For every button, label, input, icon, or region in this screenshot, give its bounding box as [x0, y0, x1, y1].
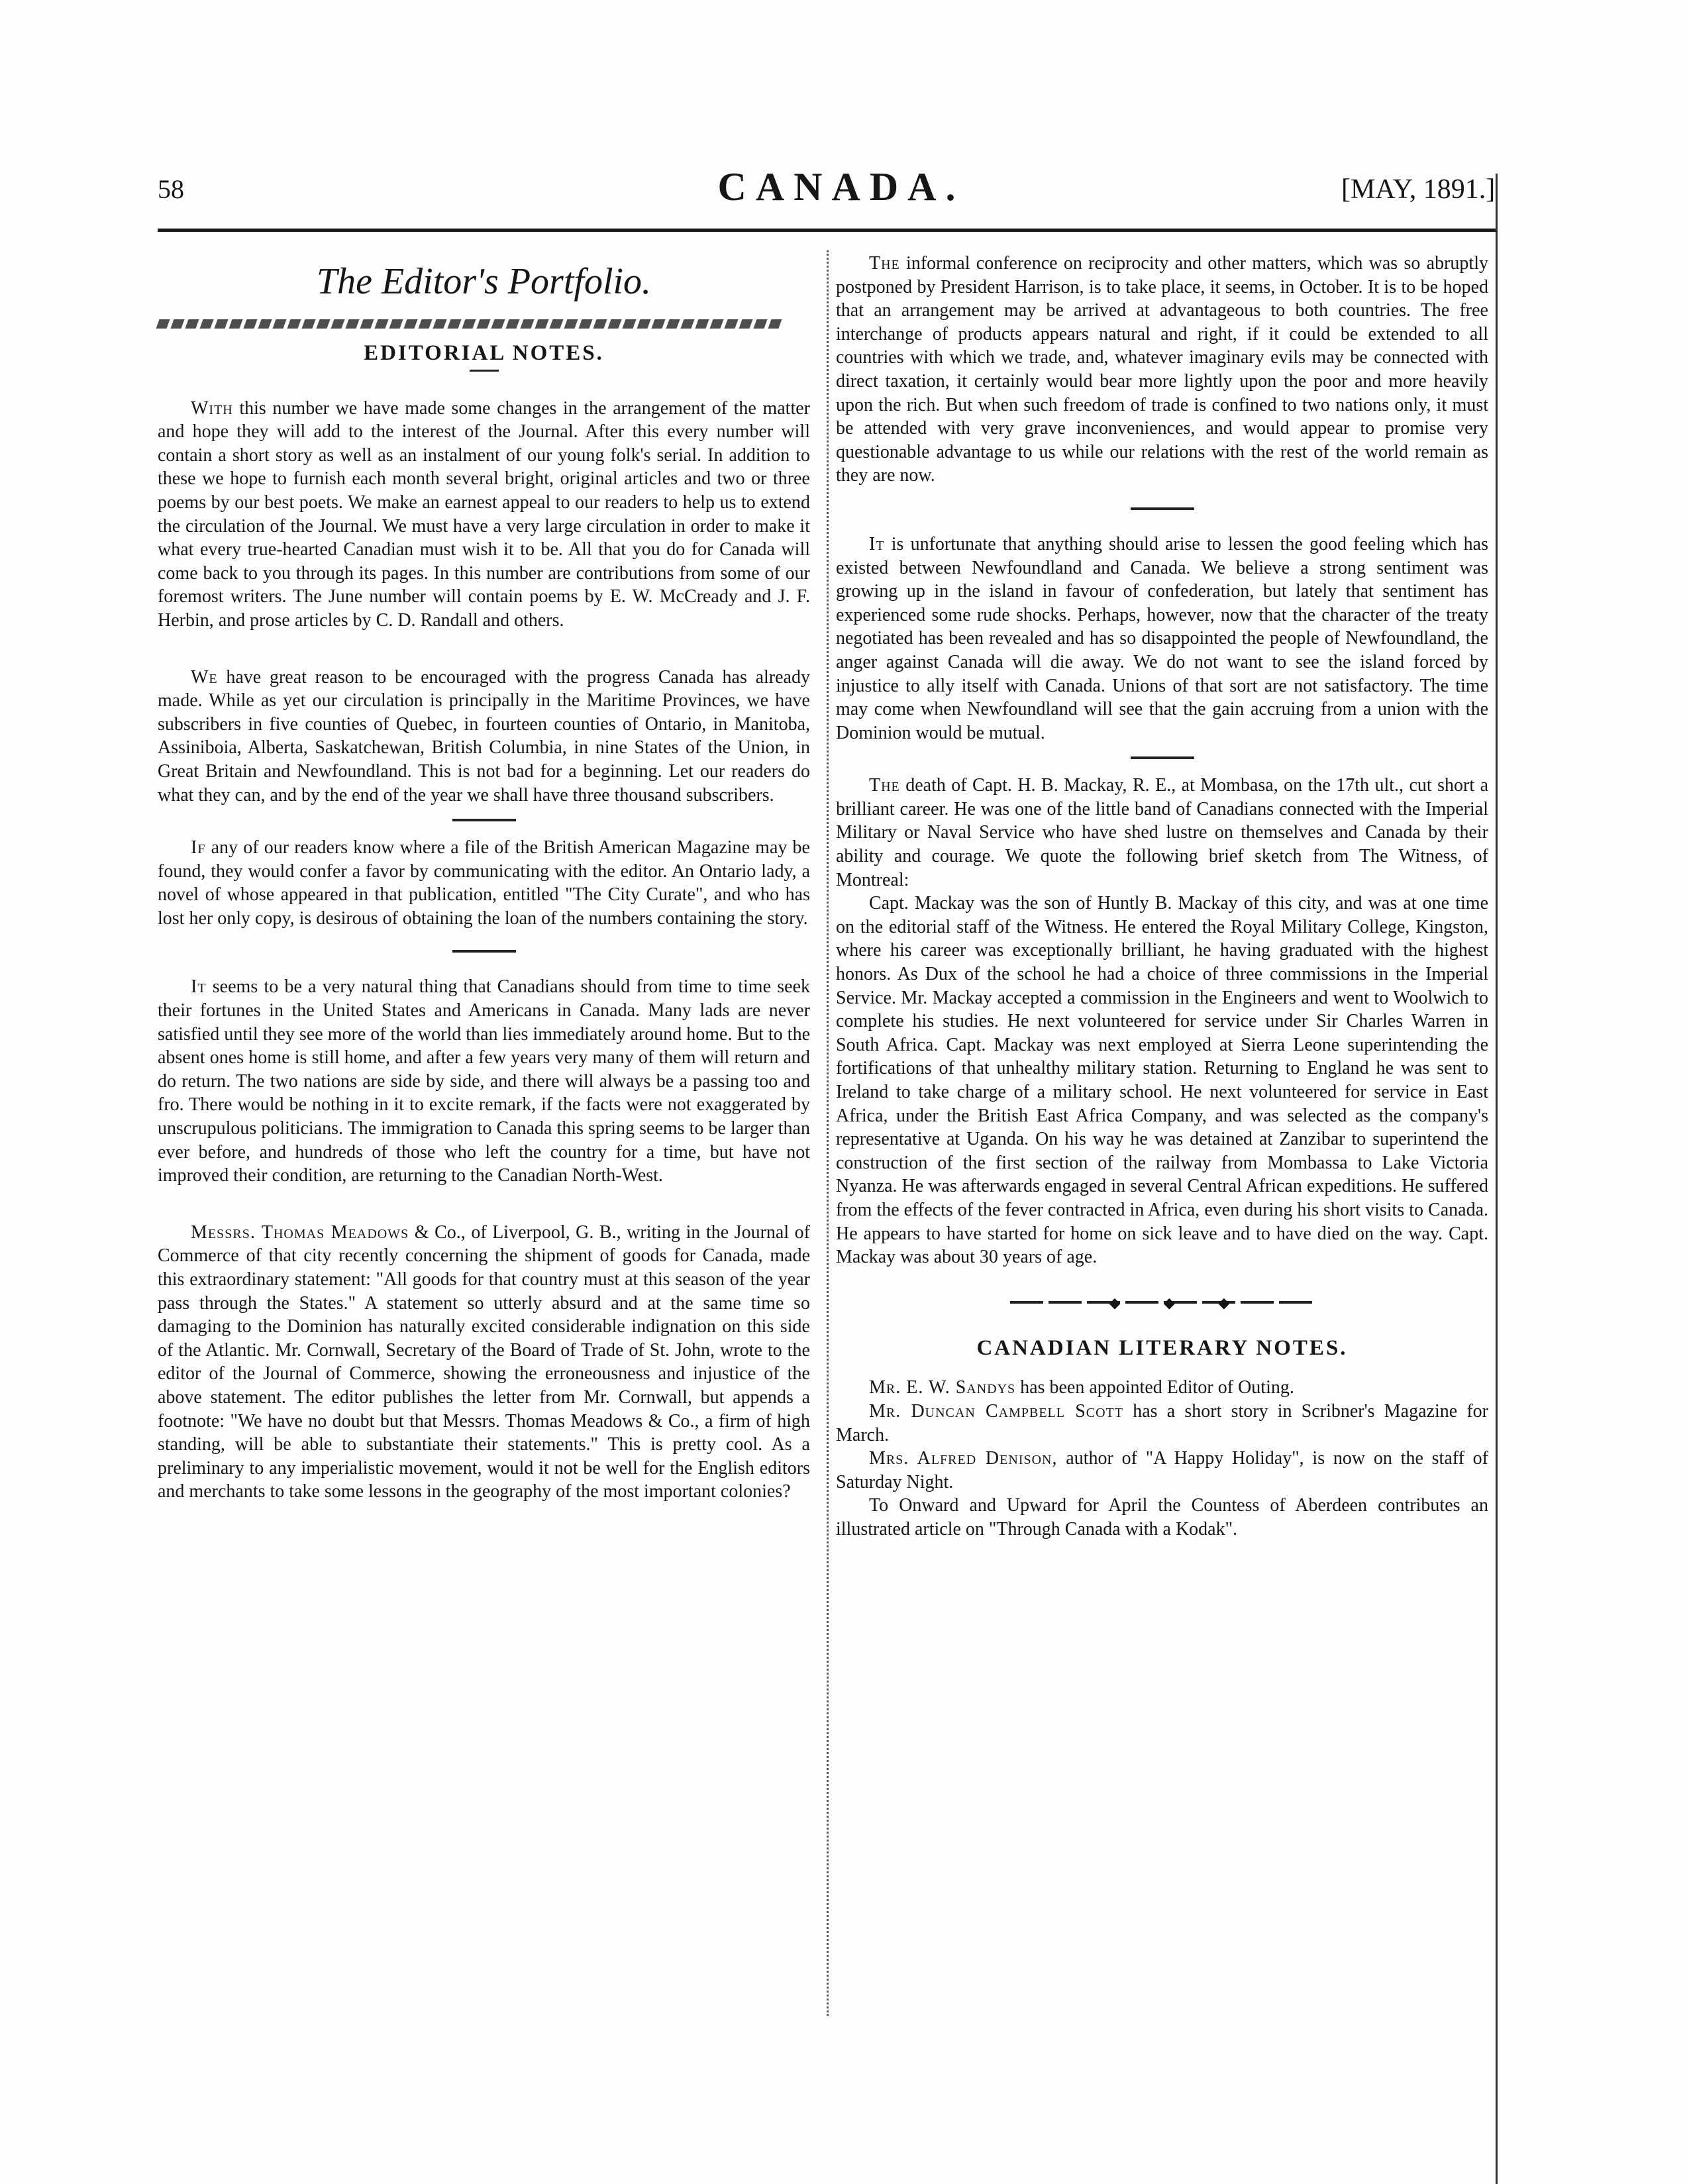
- literary-note: To Onward and Upward for April the Countess of Aberdeen contributes an illustrated article on "Through Canada with a Kodak".: [836, 1495, 1488, 1539]
- separator-rule: [1131, 756, 1194, 759]
- magazine-title: CANADA.: [717, 165, 965, 209]
- editorial-heading: EDITORIAL NOTES.: [364, 341, 604, 365]
- right-column: [836, 252, 1488, 1541]
- separator-rule: [1131, 507, 1194, 510]
- literary-heading: CANADIAN LITERARY NOTES.: [976, 1335, 1348, 1360]
- decorative-rule: [156, 319, 782, 329]
- left-column: [158, 252, 810, 1504]
- portfolio-title: The Editor's Portfolio.: [316, 261, 652, 302]
- separator-rule: [452, 950, 516, 953]
- literary-note: Mr. E. W. Sandys has been appointed Editor of Outing.: [869, 1377, 1294, 1398]
- editorial-paragraph: It is unfortunate that anything should arise to lessen the good feeling which has existed between Newfoundland and Canada. We believe a strong sentiment was growing up in the island in favour of confederation, but lately that sentiment has experienced some rude shocks. Perhaps, however, now that the character of the treaty negotiated has been revealed and has so disappointed the people of Newfoundland, the anger against Canada will die away. We do not want to see the island forced by injustice to ally itself with Canada. Unions of that sort are not satisfactory. The time may come when Newfoundland will see that the gain accruing from a union with the Dominion would be mutual.: [836, 533, 1488, 743]
- separator-rule: [452, 819, 516, 821]
- literary-note: Mrs. Alfred Denison, author of "A Happy Holiday", is now on the staff of Saturday Night.: [836, 1448, 1489, 1492]
- editorial-paragraph: If any of our readers know where a file of the British American Magazine may be found, they would confer a favor by communicating with the editor. An Ontario lady, a novel of whose appeared in that publication, entitled "The City Curate", and who has lost her only copy, is desirous of obtaining the loan of the numbers containing the story.: [158, 837, 810, 929]
- editorial-paragraph: It seems to be a very natural thing that Canadians should from time to time seek their fortunes in the United States and Americans in Canada. Many lads are never satisfied until they see more of the world than lies immediately around home. But to the absent ones home is still home, and after a few years very many of them will return and do return. The two nations are side by side, and there will always be a passing too and fro. There would be nothing in it to excite remark, if the facts were not exaggerated by unscrupulous politicians. The immigration to Canada this spring seems to be larger than ever before, and hundreds of those who left the country for a time, but have not improved their condition, are returning to the Canadian North-West.: [158, 976, 810, 1186]
- ornamental-rule: [1010, 1301, 1315, 1304]
- page-number: 58: [158, 174, 184, 204]
- paragraph-gap: [158, 633, 810, 666]
- page-edge-rule: [1496, 174, 1498, 2184]
- editorial-paragraph: We have great reason to be encouraged with the progress Canada has already made. While as yet our circulation is principally in the Maritime Provinces, we have subscribers in five counties of Quebec, in fourteen counties of Ontario, in Manitoba, Assiniboia, Alberta, Saskatchewan, British Columbia, in nine States of the Union, in Great Britain and Newfoundland. This is not bad for a beginning. Let our readers do what they can, and by the end of the year we shall have three thousand subscribers.: [158, 666, 810, 806]
- literary-note: Mr. Duncan Campbell Scott has a short story in Scribner's Magazine for March.: [836, 1400, 1488, 1445]
- header-rule: [158, 229, 1497, 232]
- editorial-paragraph: The informal conference on reciprocity and other matters, which was so abruptly postponed by President Harrison, is to take place, it seems, in October. It is to be hoped that an arrangement may be arrived at advantageous to both countries. The free interchange of products appears natural and right, if it could be extended to all countries with which we trade, and, whatever imaginary evils may be connected with direct taxation, it certainly would bear more lightly upon the poor and more heavily upon the rich. But when such freedom of trade is confined to two nations only, it must be attended with very grave inconveniences, and would appear to promise very questionable advantage to us while our relations with the rest of the world remain as they are now.: [836, 253, 1488, 486]
- column-divider: [827, 250, 829, 2016]
- editorial-paragraph: Messrs. Thomas Meadows & Co., of Liverpool, G. B., writing in the Journal of Commerce of that city recently concerning the shipment of goods for Canada, made this extraordinary statement: "All goods for that country must at this season of the year pass through the States." A statement so utterly absurd and at the same time so damaging to the Dominion has naturally excited considerable indignation on this side of the Atlantic. Mr. Cornwall, Secretary of the Board of Trade of St. John, wrote to the editor of the Journal of Commerce, showing the erroneousness and injustice of the above statement. The editor publishes the letter from Mr. Cornwall, but appends a footnote: "We have no doubt but that Messrs. Thomas Meadows & Co., a firm of high standing, will be able to substantiate their statements." This is pretty cool. As a preliminary to any imperialistic movement, would it not be well for the English editors and merchants to take some lessons in the geography of the most important colonies?: [158, 1222, 810, 1502]
- editorial-paragraph: With this number we have made some changes in the arrangement of the matter and hope they will add to the interest of the Journal. After this every number will contain a short story as well as an instalment of our young folk's serial. In addition to these we hope to furnish each month several bright, original articles and two or three poems by our best poets. We make an earnest appeal to our readers to help us to extend the circulation of the Journal. We must have a very large circulation in order to make it what every true-hearted Canadian must wish it to be. All that you do for Canada will come back to you through its pages. In this number are contributions from some of our foremost writers. The June number will contain poems by E. W. McCready and J. F. Herbin, and prose articles by C. D. Randall and others.: [158, 397, 810, 631]
- issue-date: [MAY, 1891.]: [1341, 174, 1496, 205]
- quoted-paragraph: Capt. Mackay was the son of Huntly B. Mackay of this city, and was at one time on the editorial staff of the Witness. He entered the Royal Military College, Kingston, where his career was exceptionally brilliant, he having graduated with the highest honors. As Dux of the school he had a choice of three commissions in the Imperial Service. Mr. Mackay accepted a commission in the Engineers and went to Woolwich to complete his studies. He next volunteered for service under Sir Charles Warren in South Africa. Capt. Mackay was next employed at Sierra Leone superintending the fortifications of that unhealthy military station. Returning to England he was sent to Ireland to take charge of a military school. He next volunteered for service in East Africa, under the British East Africa Company, and was selected as the company's representative at Uganda. On his way he was detained at Zanzibar to superintend the construction of the first section of the railway from Mombassa to Lake Victoria Nyanza. He was afterwards engaged in several Central African expeditions. He suffered from the effects of the fever contracted in Africa, even during his short visits to Canada. He appears to have started for home on sick leave and to have died on the way. Capt. Mackay was about 30 years of age.: [836, 893, 1488, 1268]
- paragraph-gap: [158, 1188, 810, 1221]
- heading-dash: [470, 370, 499, 372]
- editorial-paragraph: The death of Capt. H. B. Mackay, R. E., at Mombasa, on the 17th ult., cut short a brilliant career. He was one of the little band of Canadians connected with the Imperial Military or Naval Service who have shed lustre on themselves and Canada by their ability and courage. We quote the following brief sketch from The Witness, of Montreal:: [836, 775, 1488, 890]
